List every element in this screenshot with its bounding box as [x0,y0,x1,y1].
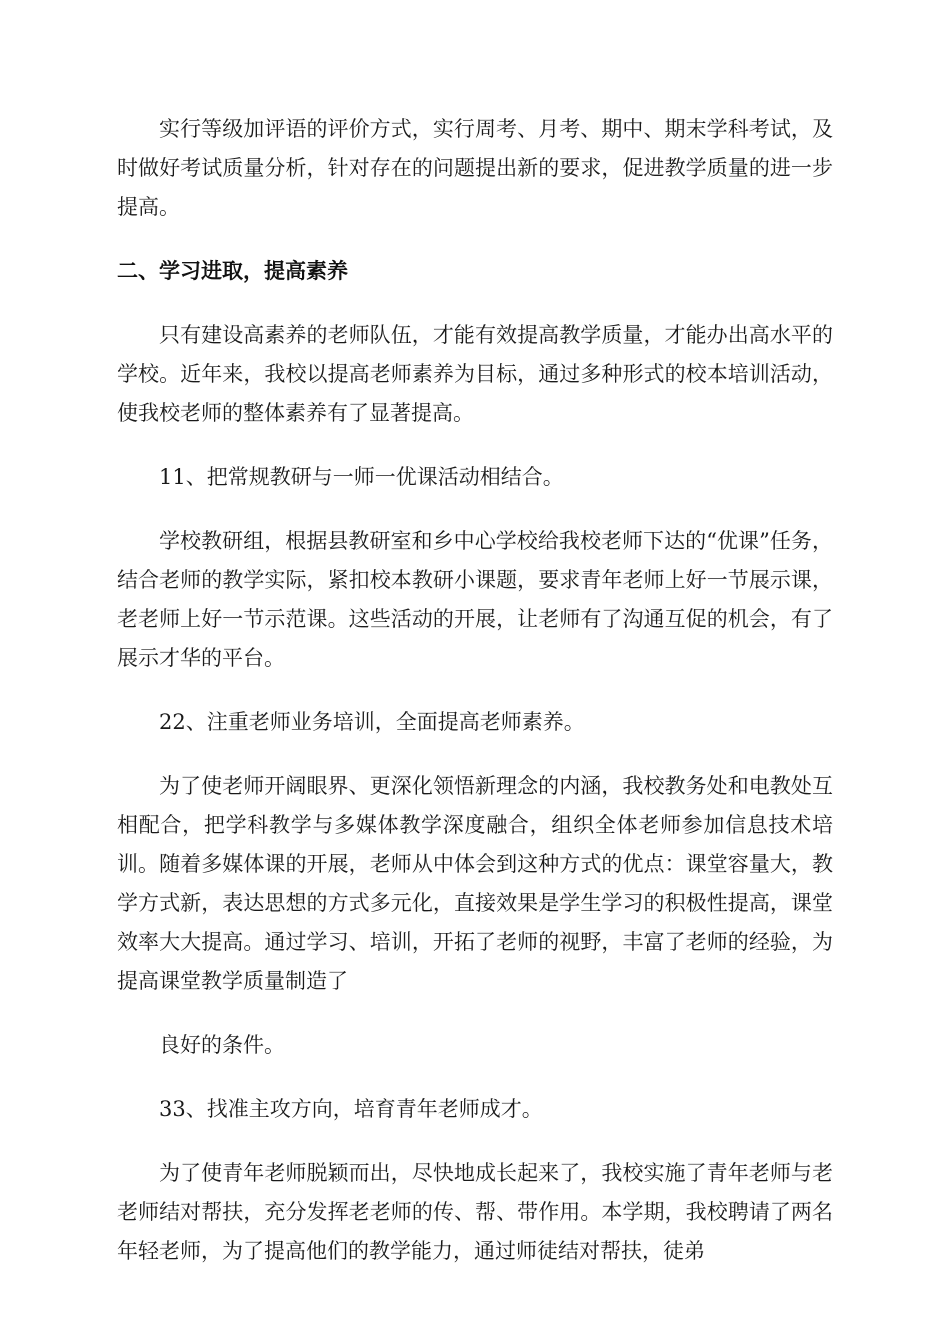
paragraph-evaluation: 实行等级加评语的评价方式，实行周考、月考、期中、期末学科考试，及时做好考试质量分析，针对存在的问题提出新的要求，促进教学质量的进一步提高。 [117,117,833,219]
paragraph-conditions: 良好的条件。 [159,1033,285,1057]
paragraph-research-group: 学校教研组，根据县教研室和乡中心学校给我校老师下达的“优课”任务，结合老师的教学实际，紧扣校本教研小课题，要求青年老师上好一节展示课，老老师上好一节示范课。这些活动的开展，让老师有了沟通互促的机会，有了展示才华的平台。 [117,529,833,670]
subheading-research-combination: 11、把常规教研与一师一优课活动相结合。 [159,465,564,489]
document-body [117,110,833,1296]
paragraph-mentoring: 为了使青年老师脱颖而出，尽快地成长起来了，我校实施了青年老师与老老师结对帮扶，充分发挥老老师的传、帮、带作用。本学期，我校聘请了两名年轻老师，为了提高他们的教学能力，通过师徒结对帮扶，徒弟 [117,1161,833,1263]
paragraph-teacher-quality: 只有建设高素养的老师队伍，才能有效提高教学质量，才能办出高水平的学校。近年来，我校以提高老师素养为目标，通过多种形式的校本培训活动，使我校老师的整体素养有了显著提高。 [117,323,833,425]
section-heading-learning: 二、学习进取，提高素养 [117,259,348,283]
paragraph-multimedia-training: 为了使老师开阔眼界、更深化领悟新理念的内涵，我校教务处和电教处互相配合，把学科教学与多媒体教学深度融合，组织全体老师参加信息技术培训。随着多媒体课的开展，老师从中体会到这种方式的优点：课堂容量大，教学方式新，表达思想的方式多元化，直接效果是学生学习的积极性提高，课堂效率大大提高。通过学习、培训，开拓了老师的视野，丰富了老师的经验，为提高课堂教学质量制造了 [117,774,833,993]
subheading-teacher-training: 22、注重老师业务培训，全面提高老师素养。 [159,710,585,734]
subheading-young-teachers: 33、找准主攻方向，培育青年老师成才。 [159,1097,543,1121]
